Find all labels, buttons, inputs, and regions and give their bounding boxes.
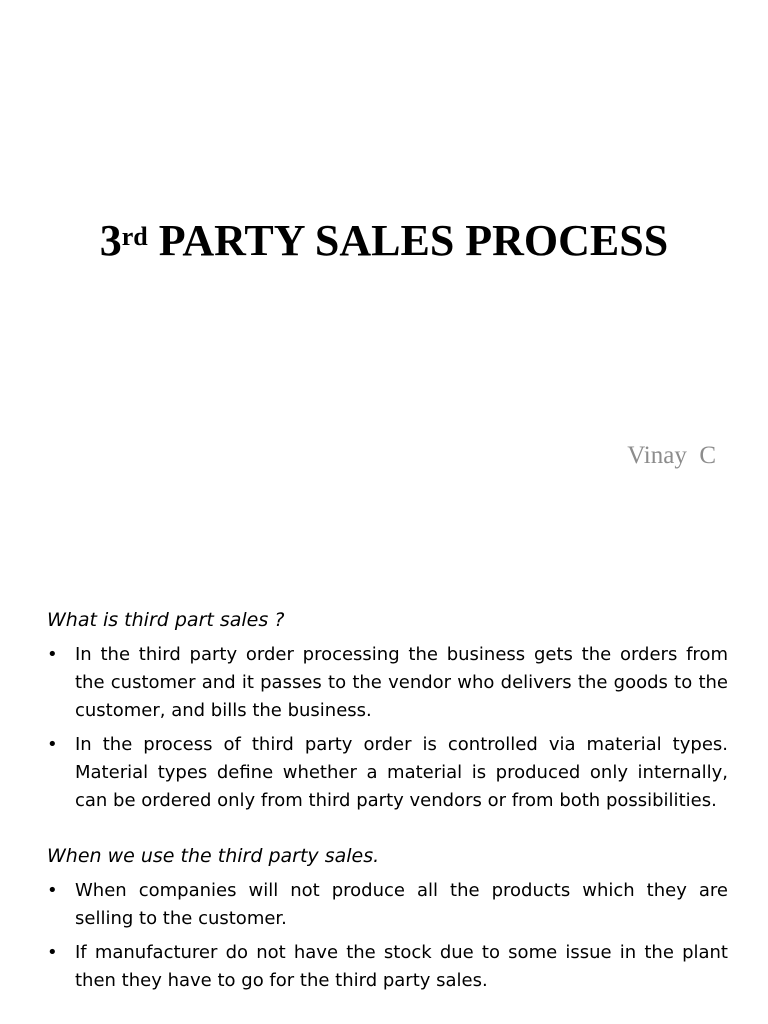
author-name: Vinay C [627,442,716,469]
title-number: 3 [99,216,122,265]
bullet-text: In the third party order processing the business gets the orders from the customer and it passes to the vendor who delivers the goods to the customer, and bills the business. [75,644,728,721]
slide-body [47,605,728,1001]
slide-title [0,213,768,269]
content-slide [0,577,768,1024]
title-ordinal-suffix: rd [121,222,148,251]
list-item [47,939,728,995]
list-item [47,641,728,725]
bullet-icon: • [47,734,58,755]
bullet-icon: • [47,942,58,963]
bullet-list-usage [47,877,728,995]
section-heading-what-is: What is third part sales ? [47,609,285,631]
list-item [47,877,728,933]
bullet-list-definition [47,641,728,815]
bullet-text: In the process of third party order is controlled via material types. Material types define whether a material is produced only internally, can be ordered only from third party vendors or from both possibilities. [75,734,728,811]
bullet-icon: • [47,644,58,665]
title-text: PARTY SALES PROCESS [147,216,669,265]
bullet-icon: • [47,880,58,901]
bullet-text: If manufacturer do not have the stock due to some issue in the plant then they have to go for the third party sales. [75,942,728,991]
bullet-text: When companies will not produce all the products which they are selling to the customer. [75,880,728,929]
list-item [47,731,728,815]
section-heading-when-used: When we use the third party sales. [47,845,380,867]
